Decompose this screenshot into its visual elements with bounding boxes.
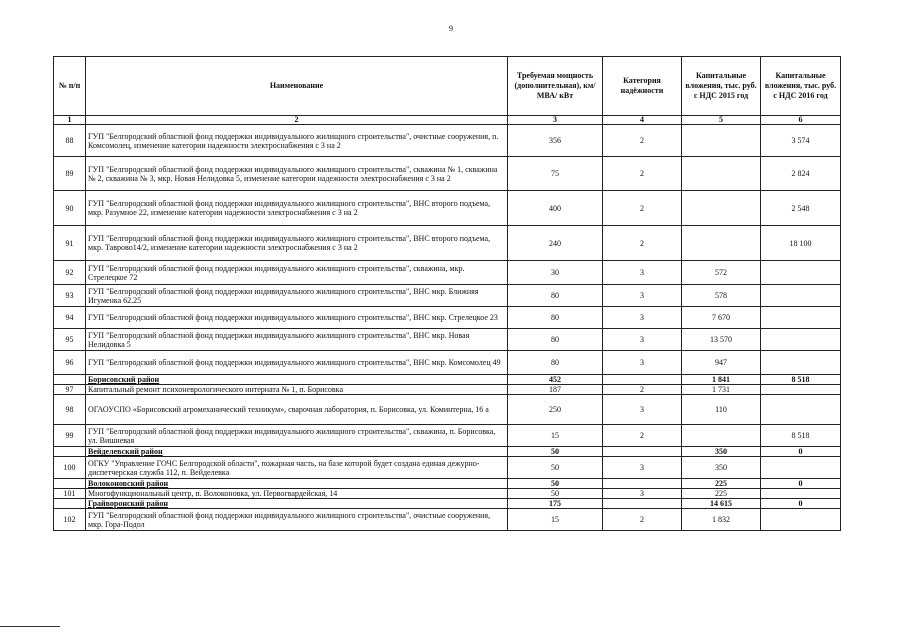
row-number: 102 — [54, 509, 86, 531]
district-name: Волоконовский район — [86, 479, 508, 489]
header-power: Требуемая мощность (дополнительная), км/ МВА/ кВт — [508, 57, 603, 116]
table-row — [54, 307, 841, 329]
row-category: 3 — [603, 307, 682, 329]
table-row — [54, 226, 841, 261]
row-investment-2015 — [682, 125, 761, 157]
row-name: ГУП "Белгородский областной фонд поддержки индивидуального жилищного строительства", скважина № 1, скважина № 2, скважина № 3, мкр. Новая Нелидовка 5, изменение категории надежности электроснабжения с 3 на 2 — [86, 157, 508, 191]
page-number: 9 — [449, 24, 453, 33]
row-investment-2016 — [761, 457, 841, 479]
investment-table — [53, 56, 841, 531]
column-number: 6 — [761, 116, 841, 125]
table-row — [54, 261, 841, 285]
table-row — [54, 395, 841, 425]
row-number: 94 — [54, 307, 86, 329]
row-category: 3 — [603, 351, 682, 375]
row-category: 3 — [603, 489, 682, 499]
row-power: 400 — [508, 191, 603, 226]
row-name: ГУП "Белгородский областной фонд поддержки индивидуального жилищного строительства", ВНС мкр. Стрелецкое 23 — [86, 307, 508, 329]
row-investment-2016: 8 518 — [761, 425, 841, 447]
row-category — [603, 479, 682, 489]
table-row — [54, 285, 841, 307]
row-power: 250 — [508, 395, 603, 425]
row-category: 2 — [603, 157, 682, 191]
row-investment-2016: 0 — [761, 499, 841, 509]
row-investment-2015: 350 — [682, 457, 761, 479]
row-name: ГУП "Белгородский областной фонд поддержки индивидуального жилищного строительства", ВНС мкр. Комсомолец 49 — [86, 351, 508, 375]
district-subtotal-row — [54, 479, 841, 489]
row-investment-2016: 2 824 — [761, 157, 841, 191]
row-category: 2 — [603, 385, 682, 395]
row-number: 92 — [54, 261, 86, 285]
column-number-row — [54, 116, 841, 125]
row-number: 101 — [54, 489, 86, 499]
column-number: 1 — [54, 116, 86, 125]
row-investment-2016 — [761, 509, 841, 531]
row-power: 75 — [508, 157, 603, 191]
row-investment-2015: 225 — [682, 479, 761, 489]
header-investment-2016: Капитальные вложения, тыс. руб. с НДС 2016 год — [761, 57, 841, 116]
row-investment-2016 — [761, 385, 841, 395]
row-investment-2015 — [682, 226, 761, 261]
row-power: 80 — [508, 307, 603, 329]
row-number: 88 — [54, 125, 86, 157]
row-investment-2016: 2 548 — [761, 191, 841, 226]
footer-divider — [0, 626, 60, 627]
row-number: 98 — [54, 395, 86, 425]
row-number — [54, 375, 86, 385]
row-category — [603, 499, 682, 509]
row-investment-2015 — [682, 191, 761, 226]
header-category: Категория надёжности — [603, 57, 682, 116]
table-row — [54, 489, 841, 499]
row-name: ГУП "Белгородский областной фонд поддержки индивидуального жилищного строительства", очистные сооружения, мкр. Гора-Подол — [86, 509, 508, 531]
row-power: 80 — [508, 351, 603, 375]
row-number: 96 — [54, 351, 86, 375]
column-number: 5 — [682, 116, 761, 125]
row-investment-2016 — [761, 261, 841, 285]
row-investment-2016: 18 100 — [761, 226, 841, 261]
row-category: 3 — [603, 457, 682, 479]
row-category: 3 — [603, 329, 682, 351]
row-investment-2016: 8 518 — [761, 375, 841, 385]
row-power: 15 — [508, 425, 603, 447]
row-investment-2016 — [761, 395, 841, 425]
table-row — [54, 157, 841, 191]
row-power: 240 — [508, 226, 603, 261]
table-row — [54, 125, 841, 157]
row-power: 50 — [508, 489, 603, 499]
district-subtotal-row — [54, 375, 841, 385]
row-category — [603, 375, 682, 385]
row-investment-2015 — [682, 157, 761, 191]
column-number: 2 — [86, 116, 508, 125]
row-category: 2 — [603, 509, 682, 531]
row-category: 2 — [603, 425, 682, 447]
row-name: ОГАОУСПО «Борисовский агромеханический техникум», сварочная лаборатория, п. Борисовка, ул. Коминтерна, 16 а — [86, 395, 508, 425]
row-name: ГУП "Белгородский областной фонд поддержки индивидуального жилищного строительства", ВНС мкр. Новая Нелидовка 5 — [86, 329, 508, 351]
row-number: 90 — [54, 191, 86, 226]
row-category: 3 — [603, 395, 682, 425]
row-power: 50 — [508, 447, 603, 457]
row-number: 99 — [54, 425, 86, 447]
table-row — [54, 457, 841, 479]
row-investment-2015: 947 — [682, 351, 761, 375]
row-investment-2016 — [761, 351, 841, 375]
row-name: ГУП "Белгородский областной фонд поддержки индивидуального жилищного строительства", ВНС второго подъема, мкр. Таврово14/2, изменение категории надежности электроснабжения с 3 на 2 — [86, 226, 508, 261]
row-name: Капитальный ремонт психоневрологического интерната № 1, п. Борисовка — [86, 385, 508, 395]
row-name: Многофункциональный центр, п. Волоконовка, ул. Первогвардейская, 14 — [86, 489, 508, 499]
row-number — [54, 447, 86, 457]
row-investment-2016 — [761, 329, 841, 351]
table-row — [54, 509, 841, 531]
row-investment-2016 — [761, 285, 841, 307]
table-row — [54, 329, 841, 351]
row-category: 2 — [603, 226, 682, 261]
header-row — [54, 57, 841, 116]
row-name: ГУП "Белгородский областной фонд поддержки индивидуального жилищного строительства", ВНС второго подъема, мкр. Разумное 22, изменение категории надежности электроснабжения с 3 на 2 — [86, 191, 508, 226]
row-investment-2016: 3 574 — [761, 125, 841, 157]
row-investment-2016 — [761, 489, 841, 499]
row-investment-2015: 350 — [682, 447, 761, 457]
row-investment-2016: 0 — [761, 447, 841, 457]
row-category — [603, 447, 682, 457]
row-investment-2015: 7 670 — [682, 307, 761, 329]
row-power: 187 — [508, 385, 603, 395]
row-investment-2015 — [682, 425, 761, 447]
row-power: 30 — [508, 261, 603, 285]
table-body — [54, 125, 841, 531]
table-row — [54, 351, 841, 375]
row-number: 100 — [54, 457, 86, 479]
column-number: 3 — [508, 116, 603, 125]
row-number: 91 — [54, 226, 86, 261]
row-power: 50 — [508, 479, 603, 489]
row-investment-2015: 572 — [682, 261, 761, 285]
row-name: ГУП "Белгородский областной фонд поддержки индивидуального жилищного строительства", ВНС мкр. Ближняя Игуменка 62.25 — [86, 285, 508, 307]
row-power: 15 — [508, 509, 603, 531]
row-number: 97 — [54, 385, 86, 395]
row-investment-2015: 225 — [682, 489, 761, 499]
row-power: 356 — [508, 125, 603, 157]
row-name: ОГКУ "Управление ГОЧС Белгородской области", пожарная часть, на базе которой будет создана единая дежурно-диспетчерская служба 112, п. Вейделевка — [86, 457, 508, 479]
row-investment-2016 — [761, 307, 841, 329]
row-investment-2015: 1 731 — [682, 385, 761, 395]
row-investment-2016: 0 — [761, 479, 841, 489]
row-category: 2 — [603, 191, 682, 226]
row-category: 2 — [603, 125, 682, 157]
row-power: 175 — [508, 499, 603, 509]
row-number: 93 — [54, 285, 86, 307]
row-category: 3 — [603, 285, 682, 307]
row-power: 80 — [508, 329, 603, 351]
row-category: 3 — [603, 261, 682, 285]
row-name: ГУП "Белгородский областной фонд поддержки индивидуального жилищного строительства", скважина, мкр. Стрелецкое 72 — [86, 261, 508, 285]
district-subtotal-row — [54, 447, 841, 457]
row-power: 452 — [508, 375, 603, 385]
row-number — [54, 479, 86, 489]
district-name: Вейделевский район — [86, 447, 508, 457]
row-investment-2015: 14 615 — [682, 499, 761, 509]
row-number: 95 — [54, 329, 86, 351]
header-investment-2015: Капитальные вложения, тыс. руб. с НДС 2015 год — [682, 57, 761, 116]
row-investment-2015: 1 832 — [682, 509, 761, 531]
district-name: Борисовский район — [86, 375, 508, 385]
row-investment-2015: 110 — [682, 395, 761, 425]
row-name: ГУП "Белгородский областной фонд поддержки индивидуального жилищного строительства", скважина, п. Борисовка, ул. Вишневая — [86, 425, 508, 447]
row-name: ГУП "Белгородский областной фонд поддержки индивидуального жилищного строительства", очистные сооружения, п. Комсомолец, изменение категории надежности электроснабжения с 3 на 2 — [86, 125, 508, 157]
header-no: № п/п — [54, 57, 86, 116]
row-power: 80 — [508, 285, 603, 307]
column-number: 4 — [603, 116, 682, 125]
district-name: Грайворонский район — [86, 499, 508, 509]
row-investment-2015: 13 570 — [682, 329, 761, 351]
row-investment-2015: 578 — [682, 285, 761, 307]
table-row — [54, 425, 841, 447]
header-name: Наименование — [86, 57, 508, 116]
row-power: 50 — [508, 457, 603, 479]
table-row — [54, 385, 841, 395]
table-row — [54, 191, 841, 226]
row-investment-2015: 1 841 — [682, 375, 761, 385]
row-number: 89 — [54, 157, 86, 191]
row-number — [54, 499, 86, 509]
district-subtotal-row — [54, 499, 841, 509]
